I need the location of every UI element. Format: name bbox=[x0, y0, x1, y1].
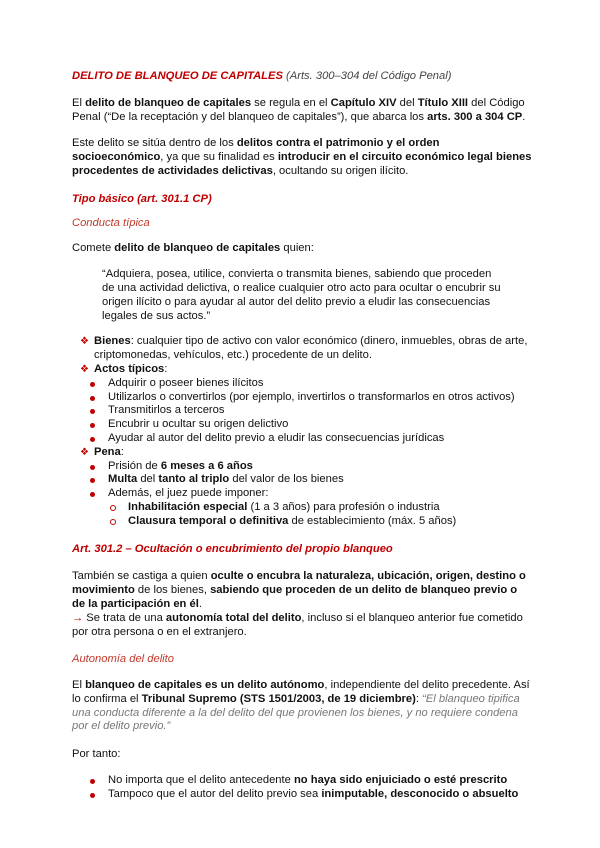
intro-paragraph-1: El delito de blanqueo de capitales se regula en el Capítulo XIV del Título XIII del Código Penal (“De la receptación y del blanqueo de capitales”), que abarca los arts. 300 a 304 CP. bbox=[72, 96, 526, 123]
actos-list bbox=[72, 377, 532, 446]
list-item-pena: ❖ Pena: bbox=[80, 445, 124, 458]
bullet-icon bbox=[90, 793, 95, 798]
list-item: Utilizarlos o convertirlos (por ejemplo, invertirlos o transformarlos en otros activos) bbox=[90, 391, 532, 405]
list-item: Clausura temporal o definitiva de establecimiento (máx. 5 años) bbox=[108, 515, 532, 529]
bullet-icon bbox=[90, 779, 95, 784]
diamond-bullet-icon: ❖ bbox=[80, 446, 89, 458]
art-301-2-paragraph: También se castiga a quien oculte o encubra la naturaleza, ubicación, origen, destino o movimiento de los bienes, sabiendo que proceden de un delito de blanqueo previo o de la participación en él. bbox=[72, 570, 526, 610]
bullet-icon bbox=[90, 492, 95, 497]
por-tanto: Por tanto: bbox=[72, 748, 121, 761]
bullet-icon bbox=[90, 423, 95, 428]
title-citation: (Arts. 300–304 del Código Penal) bbox=[286, 70, 452, 82]
bullet-icon bbox=[90, 396, 95, 401]
diamond-bullet-icon: ❖ bbox=[80, 363, 89, 375]
pena-list bbox=[72, 446, 532, 460]
title-main: DELITO DE BLANQUEO DE CAPITALES bbox=[72, 70, 283, 82]
bullet-icon bbox=[90, 382, 95, 387]
subheading-conducta-tipica: Conducta típica bbox=[72, 216, 150, 229]
list-item-bienes: ❖ Bienes: cualquier tipo de activo con valor económico (dinero, inmuebles, obras de arte, criptomonedas, vehículos, etc.) procedente de un delito. bbox=[80, 335, 528, 362]
circle-bullet-icon bbox=[110, 505, 116, 511]
list-item: Tampoco que el autor del delito previo sea inimputable, desconocido o absuelto bbox=[90, 788, 532, 802]
arrow-right-icon: → bbox=[72, 611, 84, 624]
section-heading-art-301-2: Art. 301.2 – Ocultación o encubrimiento del propio blanqueo bbox=[72, 542, 393, 555]
list-item: Además, el juez puede imponer: bbox=[90, 487, 532, 501]
bullet-icon bbox=[90, 478, 95, 483]
list-item: Prisión de 6 meses a 6 años bbox=[90, 460, 532, 474]
circle-bullet-icon bbox=[110, 519, 116, 525]
pena-sub-items bbox=[72, 501, 532, 529]
por-tanto-list bbox=[72, 774, 532, 802]
intro-paragraph-2: Este delito se sitúa dentro de los delitos contra el patrimonio y el orden socioeconómico, ya que su finalidad es introducir en el circuito económico legal bienes procedentes de actividades delictivas, ocultando su origen ilícito. bbox=[72, 137, 532, 177]
list-item-actos: ❖ Actos típicos: bbox=[80, 362, 168, 375]
art-301-2-note: → Se trata de una autonomía total del delito, incluso si el blanqueo anterior fue cometido por otra persona o en el extranjero. bbox=[72, 611, 523, 638]
list-item: Inhabilitación especial (1 a 3 años) para profesión o industria bbox=[108, 501, 532, 515]
list-item: No importa que el delito antecedente no haya sido enjuiciado o esté prescrito bbox=[90, 774, 532, 788]
document-title bbox=[72, 70, 532, 84]
court-quote: “El blanqueo tipifica una conducta diferente a la del delito del que provienen los bienes, y no requiere condena por el delito previo.” bbox=[72, 692, 520, 733]
bullet-icon bbox=[90, 465, 95, 470]
pena-items bbox=[72, 460, 532, 501]
list-item: Transmitirlos a terceros bbox=[90, 404, 532, 418]
comete-paragraph: Comete delito de blanqueo de capitales quien: bbox=[72, 242, 314, 255]
section-heading-tipo-basico: Tipo básico (art. 301.1 CP) bbox=[72, 192, 212, 205]
list-item: Multa del tanto al triplo del valor de los bienes bbox=[90, 473, 532, 487]
list-item: Adquirir o poseer bienes ilícitos bbox=[90, 377, 532, 391]
bullet-icon bbox=[90, 409, 95, 414]
legal-quote: “Adquiera, posea, utilice, convierta o transmita bienes, sabiendo que proceden de una actividad delictiva, o realice cualquier otro acto para ocultar o encubrir su origen ilícito o para ayudar al autor del delito previo a eludir las consecuencias legales de sus actos.” bbox=[102, 268, 501, 322]
list-item: Encubrir u ocultar su origen delictivo bbox=[90, 418, 532, 432]
tipo-basico-list bbox=[72, 335, 532, 376]
document-page bbox=[72, 70, 532, 802]
subheading-autonomia: Autonomía del delito bbox=[72, 653, 174, 666]
list-item: Ayudar al autor del delito previo a eludir las consecuencias jurídicas bbox=[90, 432, 532, 446]
bullet-icon bbox=[90, 437, 95, 442]
autonomia-paragraph: El blanqueo de capitales es un delito autónomo, independiente del delito precedente. Así lo confirma el Tribunal Supremo (STS 1501/2003, de 19 diciembre): “El blanqueo tipifica una conducta diferente a la del delito del que provienen los bienes, y no requiere condena por el delito previo.” bbox=[72, 679, 530, 733]
diamond-bullet-icon: ❖ bbox=[80, 336, 89, 348]
